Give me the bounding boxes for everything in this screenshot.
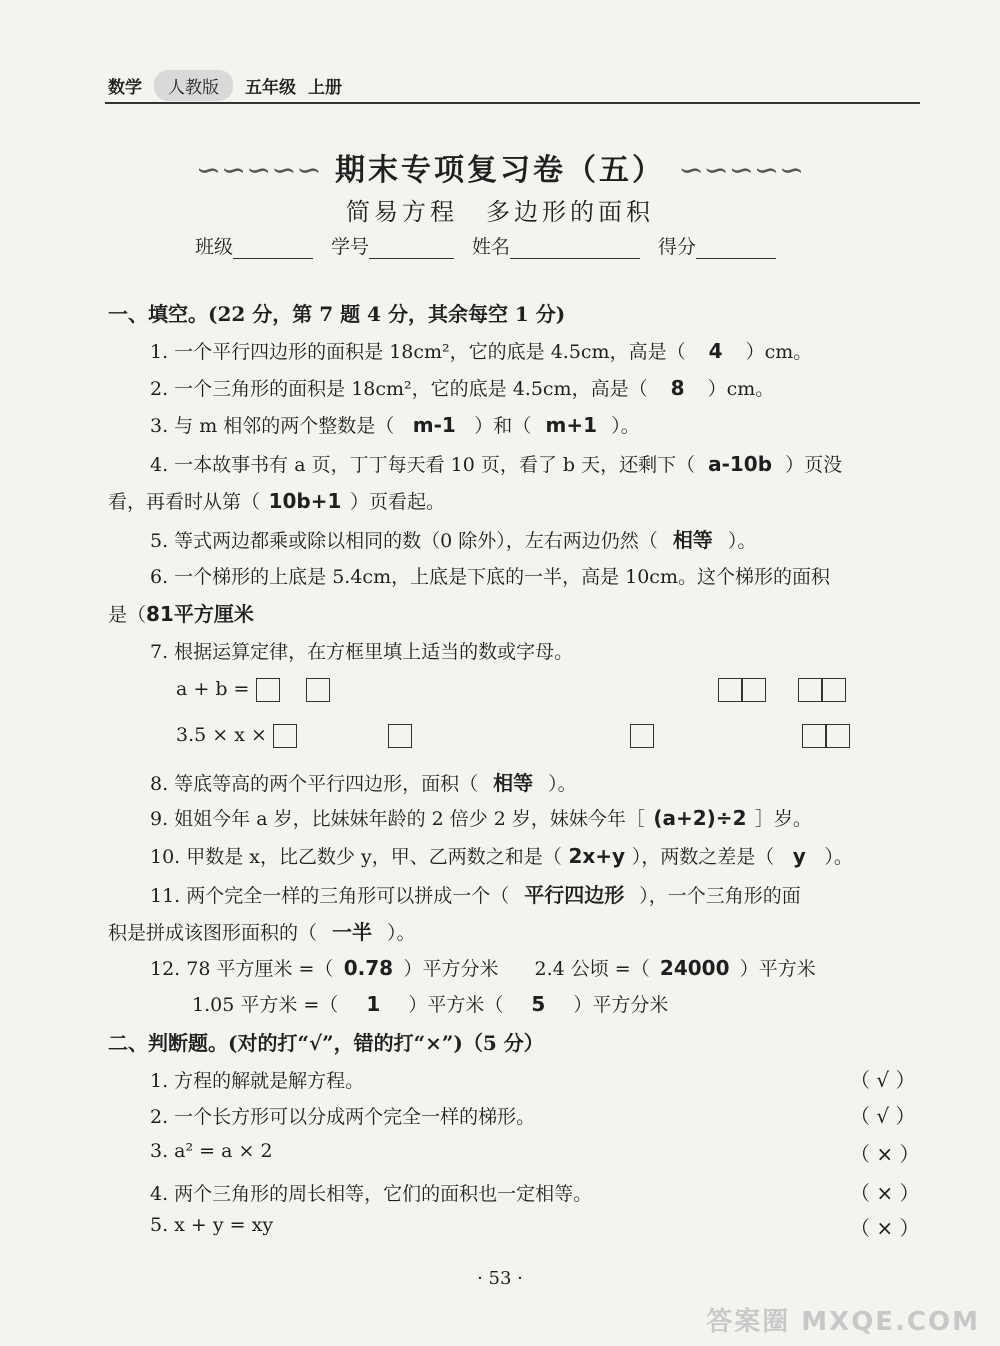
question-text: 12. 78 平方厘米 =（ xyxy=(150,958,334,980)
answer-box[interactable] xyxy=(802,724,826,748)
question-tail: ）。 xyxy=(824,846,853,868)
question-12-line-2 xyxy=(192,990,668,1017)
wave-decoration-left: ∽∽∽∽∽ xyxy=(195,153,322,188)
name-blank[interactable] xyxy=(510,238,640,259)
question-9 xyxy=(150,804,812,831)
answer-box[interactable] xyxy=(798,678,822,702)
question-3 xyxy=(150,411,640,438)
question-text: 看，再看时从第（ xyxy=(108,491,261,513)
question-7-row-2-mid xyxy=(388,724,412,748)
score-label: 得分 xyxy=(658,236,697,258)
answer-box[interactable] xyxy=(742,678,766,702)
question-text: 2.4 公顷 =（ xyxy=(534,958,650,980)
judge-item: 3. a² = a × 2 xyxy=(150,1140,273,1162)
judge-answer: （ × ） xyxy=(850,1216,920,1240)
question-6-line-2 xyxy=(108,598,254,627)
question-10 xyxy=(150,842,853,869)
header-rule xyxy=(105,102,920,104)
answer-box[interactable] xyxy=(630,724,654,748)
question-4-line-1 xyxy=(150,450,842,477)
number-blank[interactable] xyxy=(369,238,454,259)
expression-3-5-x: 3.5 × x × xyxy=(176,724,267,746)
answer-2: y xyxy=(792,844,806,868)
answer-2: 一半 xyxy=(332,920,373,944)
question-text: ），一个三角形的面 xyxy=(639,885,801,907)
answer-a: 0.78 xyxy=(343,956,394,980)
judge-item: 2. 一个长方形可以分成两个完全一样的梯形。 xyxy=(150,1106,536,1128)
watermark: 答案圈 MXQE.COM xyxy=(706,1307,980,1337)
question-tail: ）。 xyxy=(548,773,577,795)
judge-answer: （ √ ） xyxy=(850,1104,916,1128)
question-6-line-1: 6. 一个梯形的上底是 5.4cm，上底是下底的一半，高是 10cm。这个梯形的面积 xyxy=(150,566,830,588)
class-field[interactable] xyxy=(195,232,313,259)
cross-mark: × xyxy=(876,1142,894,1166)
answer: 相等 xyxy=(672,528,713,552)
question-tail: ）平方分米 xyxy=(573,994,669,1016)
question-text: 4. 一本故事书有 a 页，丁丁每天看 10 页，看了 b 天，还剩下（ xyxy=(150,454,696,476)
number-field[interactable] xyxy=(331,232,454,259)
answer-box[interactable] xyxy=(822,678,846,702)
question-text: ）平方分米 xyxy=(403,958,499,980)
question-7-row-2-mid2 xyxy=(630,724,654,748)
student-info-row xyxy=(195,232,776,259)
question-text: 2. 一个三角形的面积是 18cm²，它的底是 4.5cm，高是（ xyxy=(150,378,648,400)
check-mark: √ xyxy=(876,1104,890,1128)
question-7-row-2-right xyxy=(802,724,850,748)
answer-b: 24000 xyxy=(659,956,730,980)
book-header xyxy=(108,70,342,101)
answer-d: 5 xyxy=(531,992,546,1016)
question-tail: ］岁。 xyxy=(754,808,812,830)
question-12-line-1 xyxy=(150,954,816,981)
answer-box[interactable] xyxy=(256,678,280,702)
class-label: 班级 xyxy=(195,236,234,258)
cross-mark: × xyxy=(876,1216,894,1240)
question-tail: ）cm。 xyxy=(707,378,775,400)
page-title xyxy=(0,145,1000,189)
question-2 xyxy=(150,374,774,401)
question-text: 1.05 平方米 =（ xyxy=(192,994,339,1016)
score-field[interactable] xyxy=(658,232,776,259)
question-text: 积是拼成该图形面积的（ xyxy=(108,922,318,944)
question-1 xyxy=(150,337,812,364)
number-label: 学号 xyxy=(331,236,370,258)
answer-c: 1 xyxy=(366,992,381,1016)
page-number: · 53 · xyxy=(477,1268,523,1289)
judge-item: 5. x + y = xy xyxy=(150,1214,274,1236)
answer: 81平方厘米 xyxy=(146,602,254,626)
wave-decoration-right: ∽∽∽∽∽ xyxy=(678,153,805,188)
answer: 4 xyxy=(708,339,723,363)
question-7-row-1-right xyxy=(718,678,846,702)
question-7-row-1 xyxy=(176,678,330,702)
edition-badge: 人教版 xyxy=(154,70,233,101)
check-mark: √ xyxy=(876,1068,890,1092)
question-text: 8. 等底等高的两个平行四边形，面积（ xyxy=(150,773,479,795)
cross-mark: × xyxy=(876,1181,894,1205)
question-tail: ）。 xyxy=(611,415,640,437)
question-5 xyxy=(150,524,756,553)
question-text: 3. 与 m 相邻的两个整数是（ xyxy=(150,415,395,437)
question-tail: ）。 xyxy=(727,530,757,552)
answer-box[interactable] xyxy=(306,678,330,702)
answer-2: m+1 xyxy=(545,413,598,437)
answer-box[interactable] xyxy=(718,678,742,702)
answer-1: m-1 xyxy=(412,413,456,437)
answer-box[interactable] xyxy=(273,724,297,748)
section-1-heading: 一、填空。(22 分，第 7 题 4 分，其余每空 1 分) xyxy=(108,302,566,326)
question-7: 7. 根据运算定律，在方框里填上适当的数或字母。 xyxy=(150,641,574,663)
answer-2: 10b+1 xyxy=(268,489,342,513)
name-field[interactable] xyxy=(472,232,640,259)
question-tail: ）cm。 xyxy=(745,341,813,363)
class-blank[interactable] xyxy=(233,238,313,259)
answer-1: 平行四边形 xyxy=(524,883,625,907)
answer: 相等 xyxy=(493,771,534,795)
question-tail: ）平方米 xyxy=(739,958,816,980)
question-text: 1. 一个平行四边形的面积是 18cm²，它的底是 4.5cm，高是（ xyxy=(150,341,686,363)
volume-label: 上册 xyxy=(308,78,342,98)
question-text: ）页没 xyxy=(785,454,843,476)
answer: 8 xyxy=(670,376,685,400)
expression-a-plus-b: a + b = xyxy=(176,678,250,700)
answer: (a+2)÷2 xyxy=(653,806,747,830)
question-text: 10. 甲数是 x，比乙数少 y，甲、乙两数之和是（ xyxy=(150,846,562,868)
judge-item: 4. 两个三角形的周长相等，它们的面积也一定相等。 xyxy=(150,1183,593,1205)
question-11-line-1 xyxy=(150,879,801,908)
section-2-heading: 二、判断题。(对的打“√”，错的打“×”)（5 分） xyxy=(108,1031,544,1055)
answer-box[interactable] xyxy=(826,724,850,748)
title-text: 期末专项复习卷（五） xyxy=(335,153,665,188)
name-label: 姓名 xyxy=(472,236,511,258)
question-tail: ）页看起。 xyxy=(350,491,446,513)
judge-answer: （ √ ） xyxy=(850,1068,916,1092)
judge-answer: （ × ） xyxy=(850,1142,920,1166)
question-text: ）平方米（ xyxy=(408,994,504,1016)
answer-box[interactable] xyxy=(388,724,412,748)
question-text: 11. 两个完全一样的三角形可以拼成一个（ xyxy=(150,885,510,907)
question-8 xyxy=(150,767,577,796)
question-text: 5. 等式两边都乘或除以相同的数（0 除外），左右两边仍然（ xyxy=(150,530,658,552)
judge-answer: （ × ） xyxy=(850,1181,920,1205)
question-7-row-2 xyxy=(176,724,297,748)
question-text: 9. 姐姐今年 a 岁，比妹妹年龄的 2 倍少 2 岁，妹妹今年［ xyxy=(150,808,645,830)
subject-label: 数学 xyxy=(108,78,142,98)
question-11-line-2 xyxy=(108,916,416,945)
question-tail: ）。 xyxy=(387,922,416,944)
question-text: ），两数之差是（ xyxy=(631,846,775,868)
grade-label: 五年级 xyxy=(245,78,296,98)
answer-1: a-10b xyxy=(708,452,773,476)
score-blank[interactable] xyxy=(696,238,776,259)
question-4-line-2 xyxy=(108,487,445,514)
question-text: ）和（ xyxy=(474,415,532,437)
answer-1: 2x+y xyxy=(568,844,626,868)
judge-item: 1. 方程的解就是解方程。 xyxy=(150,1070,365,1092)
question-text: 是（ xyxy=(108,604,147,626)
page-subtitle: 简易方程 多边形的面积 xyxy=(346,198,654,226)
